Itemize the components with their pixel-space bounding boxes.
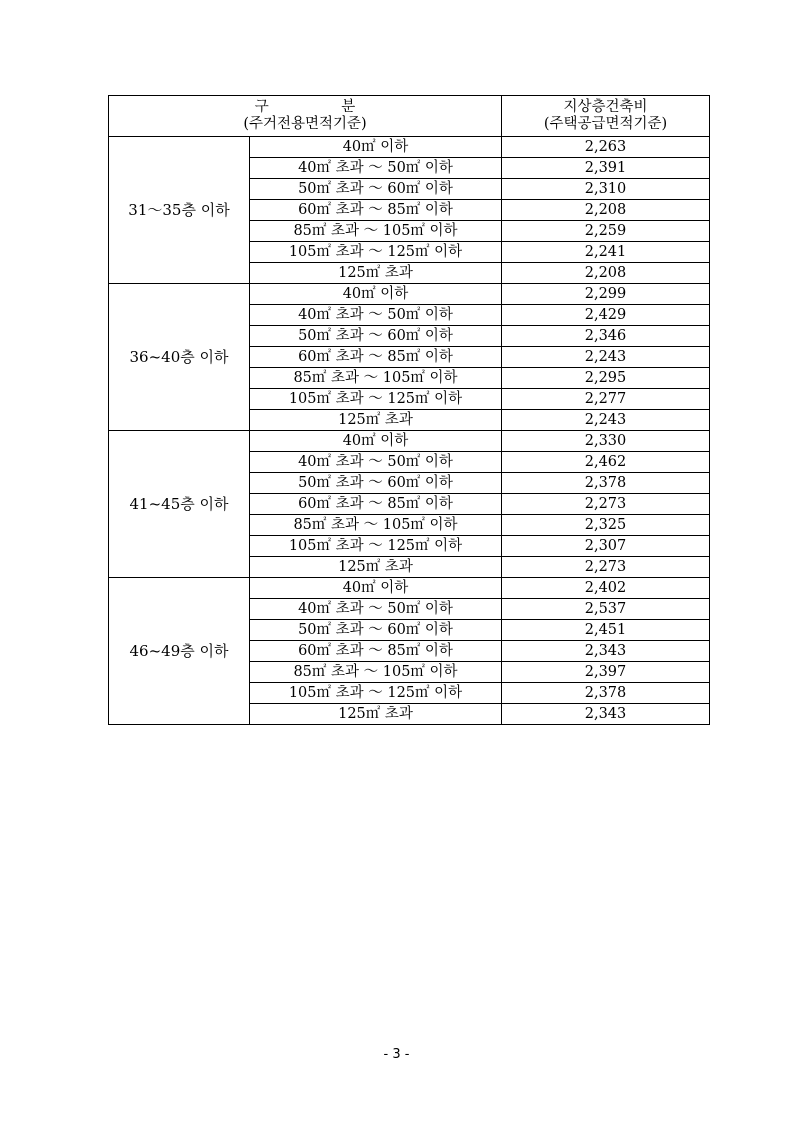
- table-row: [109, 578, 710, 599]
- cost-value-cell: 2,295: [502, 368, 710, 389]
- area-range-cell: 105㎡ 초과 ～ 125㎡ 이하: [250, 683, 502, 704]
- cost-value-cell: 2,243: [502, 347, 710, 368]
- cost-value-cell: 2,263: [502, 137, 710, 158]
- area-range-cell: 125㎡ 초과: [250, 704, 502, 725]
- cost-value-cell: 2,391: [502, 158, 710, 179]
- area-range-cell: 60㎡ 초과 ～ 85㎡ 이하: [250, 641, 502, 662]
- floor-range-label: 31～35층 이하: [109, 137, 250, 284]
- area-range-cell: 105㎡ 초과 ～ 125㎡ 이하: [250, 242, 502, 263]
- cost-value-cell: 2,343: [502, 641, 710, 662]
- cost-value-cell: 2,243: [502, 410, 710, 431]
- cost-value-cell: 2,307: [502, 536, 710, 557]
- cost-value-cell: 2,273: [502, 494, 710, 515]
- page-number: - 3 -: [383, 1047, 410, 1062]
- table-row: [109, 431, 710, 452]
- area-range-cell: 85㎡ 초과 ～ 105㎡ 이하: [250, 221, 502, 242]
- table-row: [109, 284, 710, 305]
- cost-value-cell: 2,299: [502, 284, 710, 305]
- area-range-cell: 125㎡ 초과: [250, 410, 502, 431]
- cost-value-cell: 2,208: [502, 200, 710, 221]
- table-row: [109, 137, 710, 158]
- header-category-title: 구 분: [254, 99, 356, 115]
- area-range-cell: 60㎡ 초과 ～ 85㎡ 이하: [250, 200, 502, 221]
- area-range-cell: 40㎡ 이하: [250, 137, 502, 158]
- area-range-cell: 40㎡ 이하: [250, 431, 502, 452]
- area-range-cell: 85㎡ 초과 ～ 105㎡ 이하: [250, 662, 502, 683]
- area-range-cell: 40㎡ 이하: [250, 284, 502, 305]
- area-range-cell: 40㎡ 초과 ～ 50㎡ 이하: [250, 452, 502, 473]
- area-range-cell: 85㎡ 초과 ～ 105㎡ 이하: [250, 368, 502, 389]
- cost-value-cell: 2,273: [502, 557, 710, 578]
- cost-value-cell: 2,330: [502, 431, 710, 452]
- area-range-cell: 50㎡ 초과 ～ 60㎡ 이하: [250, 473, 502, 494]
- cost-value-cell: 2,259: [502, 221, 710, 242]
- area-range-cell: 85㎡ 초과 ～ 105㎡ 이하: [250, 515, 502, 536]
- cost-value-cell: 2,397: [502, 662, 710, 683]
- cost-value-cell: 2,208: [502, 263, 710, 284]
- cost-value-cell: 2,378: [502, 683, 710, 704]
- cost-value-cell: 2,346: [502, 326, 710, 347]
- area-range-cell: 40㎡ 초과 ～ 50㎡ 이하: [250, 158, 502, 179]
- header-category-cell: [109, 96, 502, 137]
- area-range-cell: 50㎡ 초과 ～ 60㎡ 이하: [250, 620, 502, 641]
- header-cost-cell: [502, 96, 710, 137]
- area-range-cell: 40㎡ 초과 ～ 50㎡ 이하: [250, 599, 502, 620]
- area-range-cell: 105㎡ 초과 ～ 125㎡ 이하: [250, 536, 502, 557]
- area-range-cell: 60㎡ 초과 ～ 85㎡ 이하: [250, 347, 502, 368]
- table-body: [109, 96, 710, 725]
- cost-value-cell: 2,277: [502, 389, 710, 410]
- area-range-cell: 50㎡ 초과 ～ 60㎡ 이하: [250, 179, 502, 200]
- area-range-cell: 40㎡ 초과 ～ 50㎡ 이하: [250, 305, 502, 326]
- cost-value-cell: 2,241: [502, 242, 710, 263]
- area-range-cell: 40㎡ 이하: [250, 578, 502, 599]
- construction-cost-table: [108, 95, 710, 725]
- cost-value-cell: 2,537: [502, 599, 710, 620]
- cost-value-cell: 2,451: [502, 620, 710, 641]
- cost-value-cell: 2,325: [502, 515, 710, 536]
- header-cost-subtitle: (주택공급면적기준): [543, 116, 668, 132]
- cost-value-cell: 2,402: [502, 578, 710, 599]
- cost-value-cell: 2,429: [502, 305, 710, 326]
- area-range-cell: 60㎡ 초과 ～ 85㎡ 이하: [250, 494, 502, 515]
- cost-value-cell: 2,462: [502, 452, 710, 473]
- area-range-cell: 125㎡ 초과: [250, 557, 502, 578]
- floor-range-label: 36~40층 이하: [109, 284, 250, 431]
- floor-range-label: 41~45층 이하: [109, 431, 250, 578]
- floor-range-label: 46~49층 이하: [109, 578, 250, 725]
- area-range-cell: 50㎡ 초과 ～ 60㎡ 이하: [250, 326, 502, 347]
- header-category-subtitle: (주거전용면적기준): [243, 116, 367, 132]
- area-range-cell: 105㎡ 초과 ～ 125㎡ 이하: [250, 389, 502, 410]
- area-range-cell: 125㎡ 초과: [250, 263, 502, 284]
- header-row: [109, 96, 710, 137]
- cost-value-cell: 2,378: [502, 473, 710, 494]
- header-cost-title: 지상층건축비: [563, 99, 648, 115]
- cost-value-cell: 2,310: [502, 179, 710, 200]
- cost-value-cell: 2,343: [502, 704, 710, 725]
